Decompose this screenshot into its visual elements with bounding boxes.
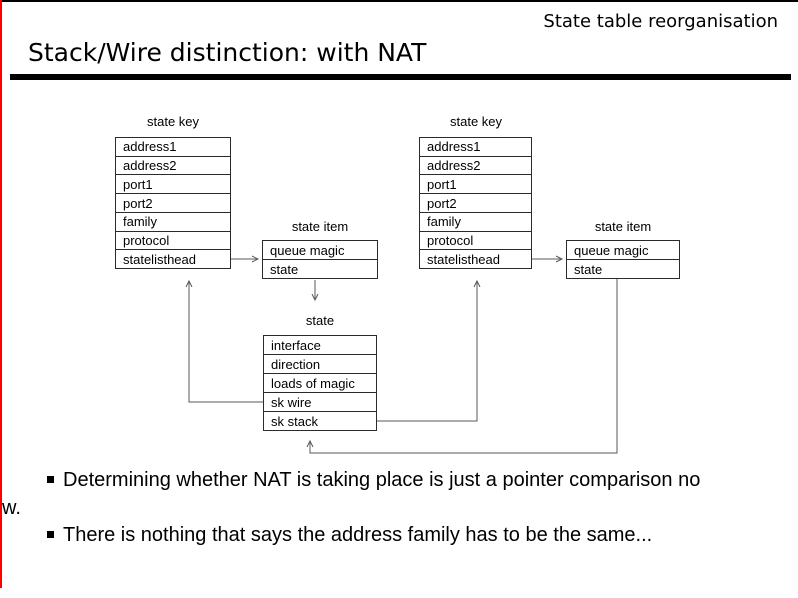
table-row: family xyxy=(116,212,230,231)
table-row: statelisthead xyxy=(420,249,531,268)
table-row: family xyxy=(420,212,531,231)
bullet-item xyxy=(47,466,700,494)
table-row: port1 xyxy=(116,174,230,193)
arrow-sk-wire-to-left-state-key xyxy=(189,281,263,402)
table-row: interface xyxy=(271,337,321,353)
table-row: queue magic xyxy=(574,242,649,258)
bullet-text: There is nothing that says the address family has to be the same... xyxy=(63,524,653,546)
state-table xyxy=(263,335,377,431)
title-rule xyxy=(10,74,791,80)
table-row: sk stack xyxy=(264,411,376,430)
table-row: queue magic xyxy=(270,242,345,258)
bullet-text: Determining whether NAT is taking place is just a pointer comparison no xyxy=(63,469,701,491)
table-row: address1 xyxy=(427,139,481,155)
top-border xyxy=(0,0,798,2)
state-key-right-table xyxy=(419,137,532,269)
state-item-left-table xyxy=(262,240,378,279)
bullet-marker-icon xyxy=(47,476,54,483)
table-row: port1 xyxy=(420,174,531,193)
arrow-sk-stack-to-right-state-key xyxy=(377,281,477,421)
deck-title: State table reorganisation xyxy=(543,11,778,32)
table-row: protocol xyxy=(116,231,230,250)
table-row: loads of magic xyxy=(264,373,376,392)
table-row: direction xyxy=(264,354,376,373)
bullet-item xyxy=(47,521,652,549)
table-row: address2 xyxy=(420,156,531,175)
table-row: protocol xyxy=(420,231,531,250)
table-row: port2 xyxy=(420,193,531,212)
state-key-left-table xyxy=(115,137,231,269)
table-row: address1 xyxy=(123,139,177,155)
table-row: state xyxy=(567,259,679,278)
page-title: Stack/Wire distinction: with NAT xyxy=(28,38,427,67)
table-row: state xyxy=(263,259,377,278)
state-key-right-label: state key xyxy=(449,114,503,129)
state-table-label: state xyxy=(305,313,335,328)
state-item-right-table xyxy=(566,240,680,279)
table-row: port2 xyxy=(116,193,230,212)
state-item-left-label: state item xyxy=(291,219,349,234)
state-item-right-label: state item xyxy=(594,219,652,234)
table-row: address2 xyxy=(116,156,230,175)
table-row: sk wire xyxy=(264,392,376,411)
table-row: statelisthead xyxy=(116,249,230,268)
state-key-left-label: state key xyxy=(146,114,200,129)
bullet-marker-icon xyxy=(47,531,54,538)
bullet-text-continuation: w. xyxy=(2,497,21,519)
